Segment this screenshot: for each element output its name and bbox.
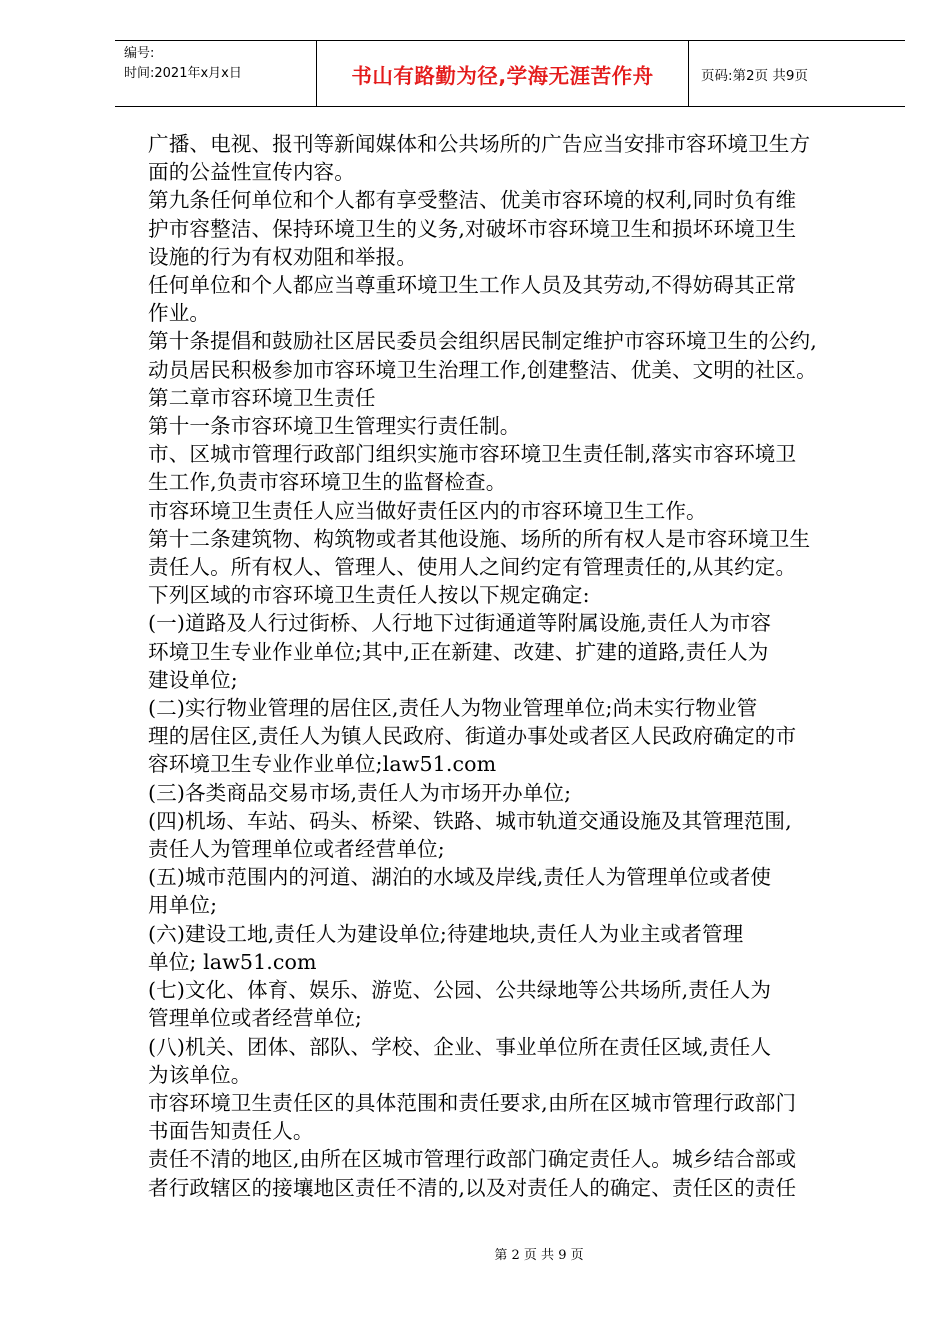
- body-line: 面的公益性宣传内容。: [148, 160, 355, 185]
- motto-text: 书山有路勤为径,学海无涯苦作舟: [351, 63, 654, 88]
- header-motto-cell: [316, 41, 689, 106]
- body-line: 容环境卫生专业作业单位;law51.com: [148, 752, 497, 777]
- body-line: 下列区域的市容环境卫生责任人按以下规定确定:: [148, 583, 590, 608]
- body-line: (四)机场、车站、码头、桥梁、铁路、城市轨道交通设施及其管理范围,: [148, 808, 792, 833]
- body-line: 责任不清的地区,由所在区城市管理行政部门确定责任人。城乡结合部或: [148, 1147, 797, 1172]
- body-line: 第九条任何单位和个人都有享受整洁、优美市容环境的权利,同时负有维: [148, 188, 797, 213]
- body-line: 责任人为管理单位或者经营单位;: [148, 837, 445, 862]
- body-line: 者行政辖区的接壤地区责任不清的,以及对责任人的确定、责任区的责任: [148, 1175, 797, 1200]
- page-header: [115, 40, 905, 107]
- body-line: 责任人。所有权人、管理人、使用人之间约定有管理责任的,从其约定。: [148, 555, 797, 580]
- body-line: 为该单位。: [148, 1062, 252, 1087]
- body-line: 广播、电视、报刊等新闻媒体和公共场所的广告应当安排市容环境卫生方: [148, 132, 811, 156]
- body-line: 市容环境卫生责任区的具体范围和责任要求,由所在区城市管理行政部门: [148, 1090, 797, 1115]
- body-line: 书面告知责任人。: [148, 1119, 314, 1144]
- body-line: 生工作,负责市容环境卫生的监督检查。: [148, 470, 507, 495]
- page-footer: [0, 1244, 950, 1263]
- document-time-label: 时间:2021年x月x日: [124, 66, 242, 81]
- body-line: 作业。: [148, 301, 211, 326]
- body-line: (一)道路及人行过街桥、人行地下过街通道等附属设施,责任人为市容: [148, 611, 772, 636]
- body-line: 第十条提倡和鼓励社区居民委员会组织居民制定维护市容环境卫生的公约,: [148, 329, 817, 354]
- body-line: (五)城市范围内的河道、湖泊的水域及岸线,责任人为管理单位或者使: [148, 865, 772, 890]
- body-line: 市容环境卫生责任人应当做好责任区内的市容环境卫生工作。: [148, 498, 707, 523]
- header-page-number: 页码:第2页 共9页: [701, 67, 809, 84]
- body-line: (三)各类商品交易市场,责任人为市场开办单位;: [148, 780, 572, 805]
- body-line: 第十一条市容环境卫生管理实行责任制。: [148, 414, 521, 439]
- body-line: 管理单位或者经营单位;: [148, 1006, 362, 1031]
- body-line: 市、区城市管理行政部门组织实施市容环境卫生责任制,落实市容环境卫: [148, 442, 797, 467]
- header-meta: [115, 41, 316, 106]
- body-line: 动员居民积极参加市容环境卫生治理工作,创建整洁、优美、文明的社区。: [148, 357, 817, 382]
- body-line: 第十二条建筑物、构筑物或者其他设施、场所的所有权人是市容环境卫生: [148, 526, 811, 551]
- body-line: (八)机关、团体、部队、学校、企业、事业单位所在责任区域,责任人: [148, 1034, 772, 1059]
- document-number-label: 编号:: [124, 46, 155, 61]
- body-line: 环境卫生专业作业单位;其中,正在新建、改建、扩建的道路,责任人为: [148, 639, 769, 664]
- body-line: 护市容整洁、保持环境卫生的义务,对破坏市容环境卫生和损坏环境卫生: [148, 216, 797, 241]
- body-line: (六)建设工地,责任人为建设单位;待建地块,责任人为业主或者管理: [148, 921, 744, 946]
- body-line: 建设单位;: [148, 667, 238, 692]
- header-page-cell: [689, 41, 905, 106]
- document-body: [148, 130, 883, 1202]
- footer-page-number: 第 2 页 共 9 页: [494, 1248, 584, 1263]
- body-line: (二)实行物业管理的居住区,责任人为物业管理单位;尚未实行物业管: [148, 696, 758, 721]
- body-line: 任何单位和个人都应当尊重环境卫生工作人员及其劳动,不得妨碍其正常: [148, 273, 797, 298]
- body-line: (七)文化、体育、娱乐、游览、公园、公共绿地等公共场所,责任人为: [148, 978, 772, 1003]
- body-line: 第二章市容环境卫生责任: [148, 385, 376, 410]
- body-line: 单位; law51.com: [148, 949, 317, 974]
- body-line: 用单位;: [148, 893, 218, 918]
- body-line: 设施的行为有权劝阻和举报。: [148, 244, 418, 269]
- body-line: 理的居住区,责任人为镇人民政府、街道办事处或者区人民政府确定的市: [148, 724, 797, 749]
